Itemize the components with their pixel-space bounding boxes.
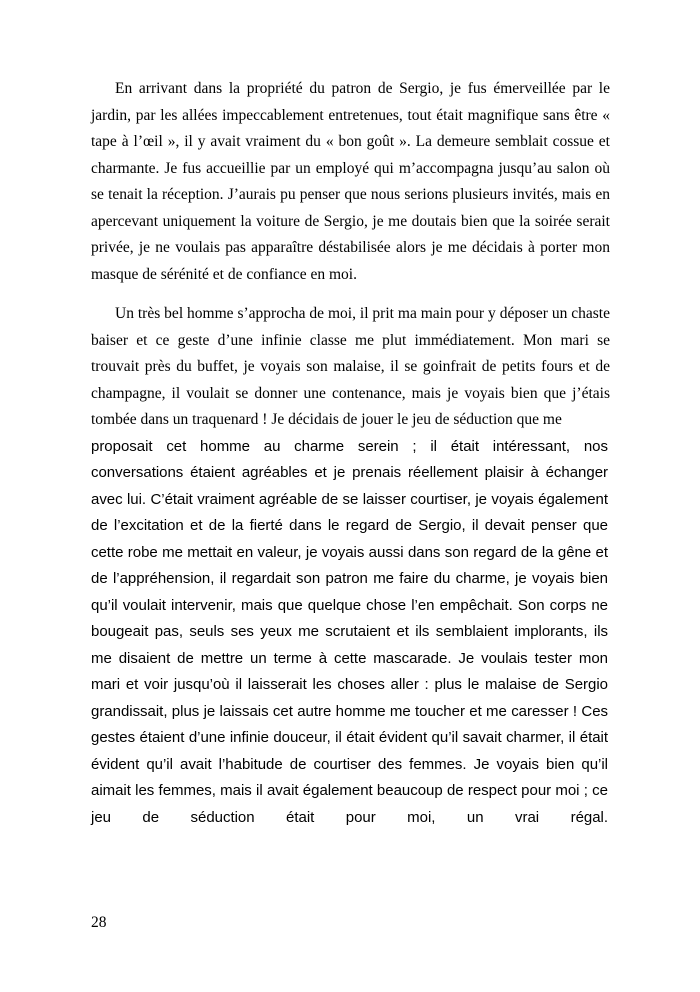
- paragraph-2: [91, 301, 610, 858]
- paragraph-2-sans-segment: proposait cet homme au charme serein ; il était intéressant, nos conversations étaient agréables et je prenais réellement plaisir à échanger avec lui. C’était vraiment agréable de se laisser courtiser, je voyais également de l’excitation et de la fierté dans le regard de Sergio, il devait penser que cette robe me mettait en valeur, je voyais aussi dans son regard de la gêne et de l’appréhension, il regardait son patron me faire du charme, je voyais bien qu’il voulait intervenir, mais que quelque chose l’en empêchait. Son corps ne bougeait pas, seuls ses yeux me scrutaient et ils semblaient implorants, ils me disaient de mettre un terme à cette mascarade. Je voulais tester mon mari et voir jusqu’où il laisserait les choses aller : plus le malaise de Sergio grandissait, plus je laissais cet autre homme me toucher et me caresser ! Ces gestes étaient d’une infinie douceur, il était évident qu’il savait charmer, il était évident qu’il avait l’habitude de courtiser des femmes. Je voyais bien qu’il aimait les femmes, mais il avait également beaucoup de respect pour moi ; ce jeu de séduction était pour moi, un vrai régal.: [91, 437, 608, 826]
- page-text-block: [91, 76, 610, 858]
- paragraph-2-serif-segment: Un très bel homme s’approcha de moi, il prit ma main pour y déposer un chaste baiser et ce geste d’une infinie classe me plut immédiatement. Mon mari se trouvait près du buffet, je voyais son malaise, il se goinfrait de petits fours et de champagne, il voulait se donner une contenance, mais je voyais bien que j’étais tombée dans un traquenard ! Je décidais de jouer le jeu de séduction que me: [91, 305, 610, 428]
- page-number: 28: [91, 914, 107, 931]
- paragraph-1: En arrivant dans la propriété du patron de Sergio, je fus émerveillée par le jardin, par les allées impeccablement entretenues, tout était magnifique sans être « tape à l’œil », il y avait vraiment du « bon goût ». La demeure semblait cossue et charmante. Je fus accueillie par un employé qui m’accompagna jusqu’au salon où se tenait la réception. J’aurais pu penser que nous serions plusieurs invités, mais en apercevant uniquement la voiture de Sergio, je me doutais bien que la soirée serait privée, je ne voulais pas apparaître déstabilisée alors je me décidais à porter mon masque de sérénité et de confiance en moi.: [91, 80, 610, 283]
